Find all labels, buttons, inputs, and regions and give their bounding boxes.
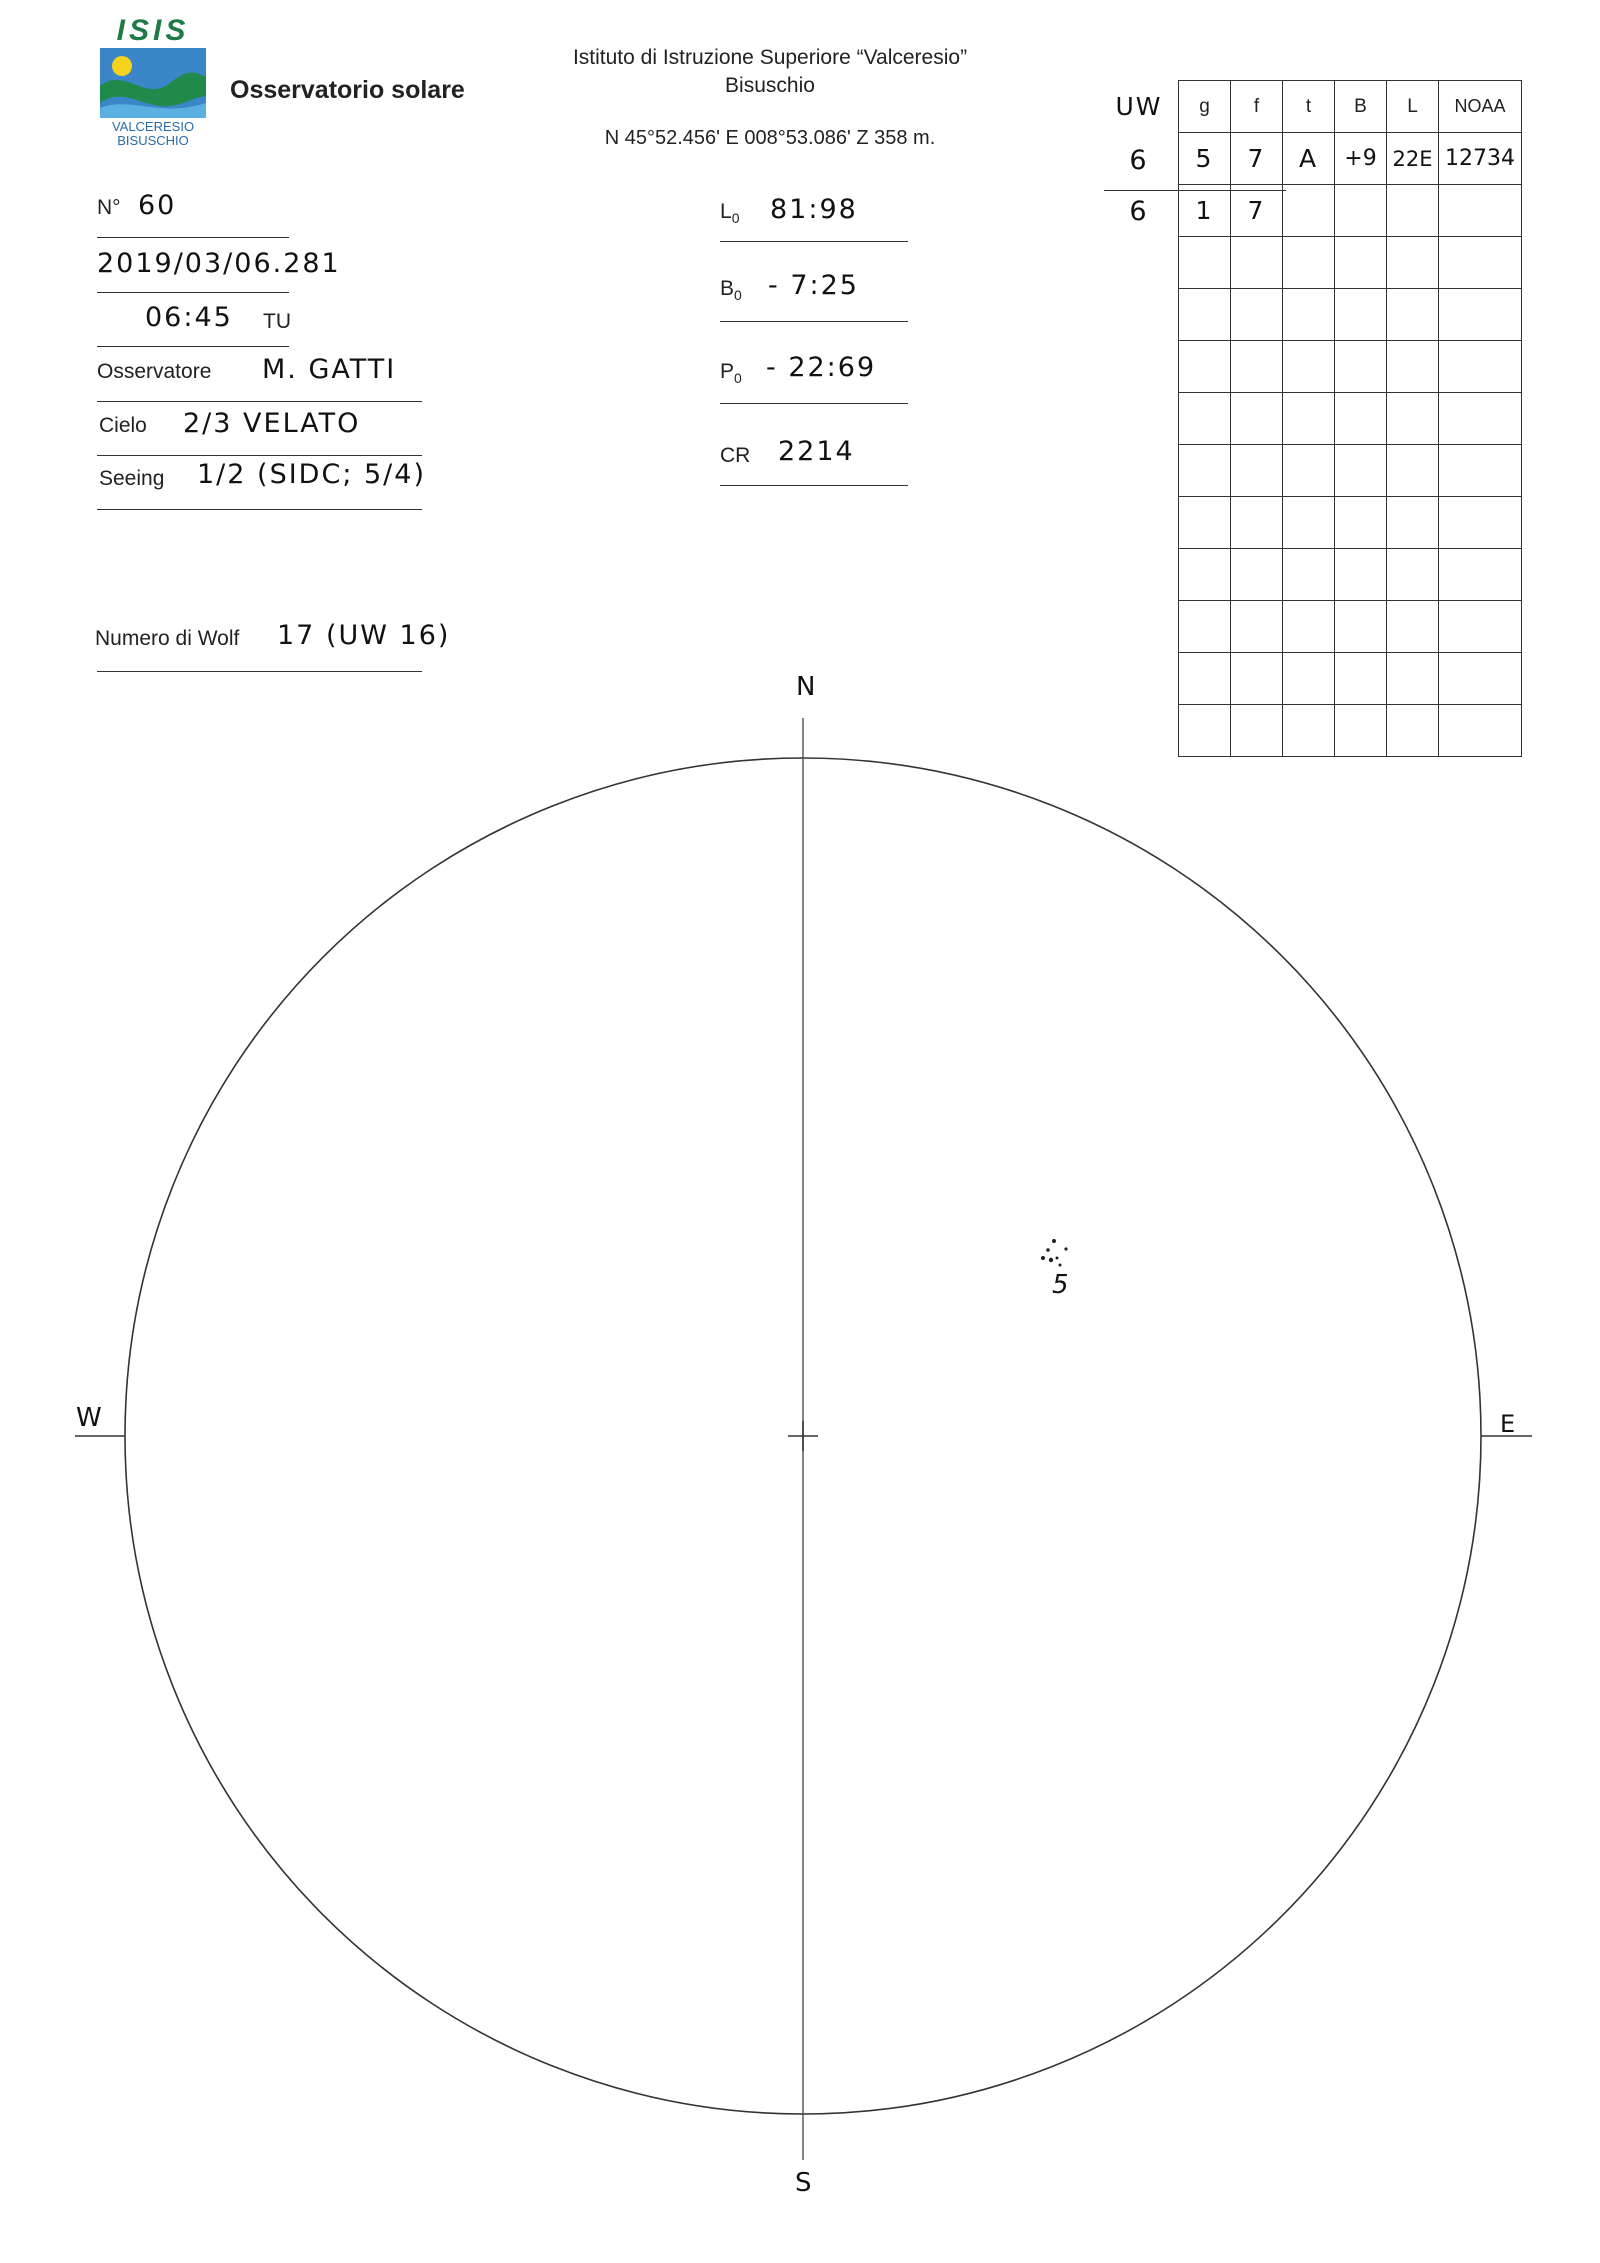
cell-g: 5 — [1179, 133, 1231, 185]
number-label: N° — [97, 196, 121, 219]
cell-t: A — [1283, 133, 1335, 185]
cell-l: 22E — [1387, 133, 1439, 185]
date-value: 2019/03/06.281 — [97, 248, 341, 279]
cell-f: 7 — [1231, 185, 1283, 237]
observer-label: Osservatore — [97, 360, 212, 383]
uw-header: UW — [1115, 92, 1163, 121]
north-label: N — [796, 672, 818, 702]
time-unit: TU — [263, 310, 291, 333]
page-title: Osservatorio solare — [230, 76, 465, 104]
cell-f: 7 — [1231, 133, 1283, 185]
b0-value: - 7:25 — [768, 270, 859, 301]
cr-value: 2214 — [778, 436, 855, 467]
header-noaa: NOAA — [1439, 81, 1522, 133]
l0-label: $L_0$ — [720, 200, 740, 227]
observatory-location: N 45°52.456' E 008°53.086' Z 358 m. — [604, 127, 936, 149]
uw-value-2: 6 — [1129, 196, 1149, 227]
number-value: 60 — [138, 190, 177, 221]
sunspot — [1041, 1256, 1045, 1260]
east-label: E — [1500, 1410, 1518, 1438]
header-f: f — [1231, 81, 1283, 133]
uw-value-1: 6 — [1129, 145, 1149, 176]
group-label: 5 — [1052, 1270, 1071, 1300]
sunspot — [1064, 1247, 1067, 1250]
time-value: 06:45 — [145, 302, 233, 333]
institute-name: Istituto di Istruzione Superiore “Valceresio” — [572, 46, 968, 69]
logo-text: ISIS — [116, 14, 190, 47]
observer-value: M. GATTI — [262, 354, 397, 385]
header-g: g — [1179, 81, 1231, 133]
p0-label: $P_0$ — [720, 360, 742, 387]
cell-noaa: 12734 — [1439, 133, 1522, 185]
cell-g: 1 — [1179, 185, 1231, 237]
seeing-value: 1/2 (SIDC; 5/4) — [197, 459, 426, 490]
sky-label: Cielo — [99, 414, 147, 437]
header-l: L — [1387, 81, 1439, 133]
west-label: W — [76, 1403, 104, 1433]
wolf-value: 17 (UW 16) — [277, 620, 451, 651]
institute-town: Bisuschio — [725, 74, 815, 97]
seeing-label: Seeing — [99, 467, 165, 490]
l0-value: 81:98 — [770, 194, 858, 225]
sunspot — [1056, 1257, 1059, 1260]
cr-label: CR — [720, 444, 751, 467]
sunspot — [1046, 1248, 1050, 1252]
sunspot — [1059, 1264, 1062, 1267]
header-t: t — [1283, 81, 1335, 133]
wolf-label: Numero di Wolf — [95, 627, 240, 650]
logo-city: VALCERESIO BISUSCHIO — [111, 119, 195, 148]
cell-b: +9 — [1335, 133, 1387, 185]
south-label: S — [795, 2168, 814, 2198]
sunspot — [1052, 1239, 1056, 1243]
header-b: B — [1335, 81, 1387, 133]
sunspot — [1049, 1258, 1053, 1262]
b0-label: $B_0$ — [720, 277, 742, 304]
p0-value: - 22:69 — [766, 352, 877, 383]
sky-value: 2/3 VELATO — [183, 408, 361, 439]
